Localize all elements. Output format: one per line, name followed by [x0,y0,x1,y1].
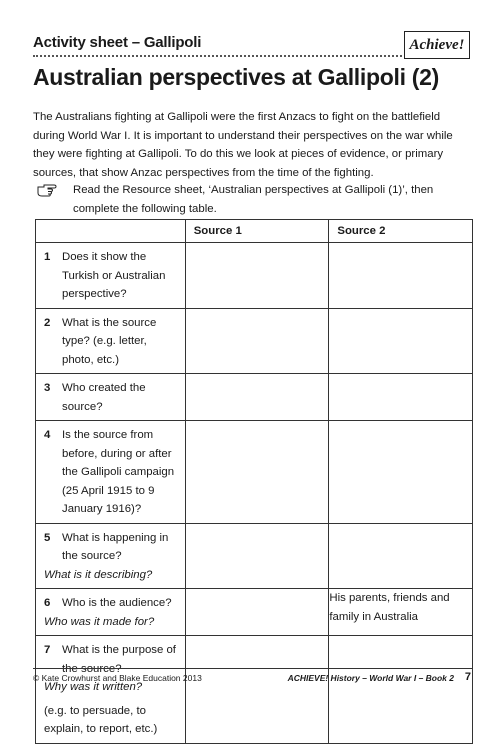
answer-source-2[interactable] [329,523,473,589]
copyright-text: © Kate Crowhurst and Blake Education 2013 [33,673,202,683]
header-source-2: Source 2 [329,220,473,243]
table-row [36,243,473,309]
answer-source-2[interactable] [329,374,473,421]
question-number: 6 [44,597,51,609]
header-cell-blank [36,220,186,243]
table-row [36,374,473,421]
question-number: 7 [44,644,51,656]
table-header-row [36,220,473,243]
activity-sheet-label: Activity sheet – Gallipoli [33,34,202,51]
question-hint: Who was it made for? [44,615,155,628]
question-cell [36,421,186,524]
table-row [36,636,473,744]
question-cell [36,374,186,421]
question-text: Who is the audience? [62,597,172,609]
answer-source-2[interactable] [329,421,473,524]
question-cell [36,243,186,309]
footer-divider [33,668,473,669]
header-dotted-divider [33,55,406,57]
answer-source-2[interactable] [329,636,473,744]
question-number: 5 [44,531,51,544]
question-number: 3 [44,382,51,394]
instruction-text: Read the Resource sheet, ‘Australian perspectives at Gallipoli (1)’, then complete the following table. [73,184,434,215]
question-text: What is the purpose of the source? [62,644,176,675]
table-row [36,589,473,636]
table-row [36,421,473,524]
intro-paragraph: The Australians fighting at Gallipoli were the first Anzacs to fight on the battlefield during World War I. It is important to understand their perspectives on the war while they were fighting at Gallipoli. To do this we look at pieces of evidence, or primary sources, that show Anzac perspectives from the time of the fighting. [33,111,453,179]
answer-source-1[interactable] [185,523,329,589]
pointing-hand-icon [37,183,57,197]
header-source-1: Source 1 [185,220,329,243]
table-row [36,523,473,589]
answer-source-2[interactable] [329,308,473,374]
answer-source-1[interactable] [185,421,329,524]
answer-source-2[interactable]: His parents, friends and family in Australia [329,589,473,636]
page-number: 7 [464,671,471,683]
question-text: Does it show the Turkish or Australian perspective? [62,251,166,300]
question-number: 2 [44,316,51,329]
answer-source-1[interactable] [185,374,329,421]
question-text: Is the source from before, during or after the Gallipoli campaign (25 April 1915 to 9 January 1916)? [62,429,175,515]
question-hint: What is it describing? [44,568,153,581]
answer-source-1[interactable] [185,308,329,374]
question-text: What is the source type? (e.g. letter, photo, etc.) [62,316,157,366]
page-title: Australian perspectives at Gallipoli (2) [33,64,439,90]
perspectives-table [35,219,473,744]
series-title: ACHIEVE! History – World War I – Book 2 [287,673,454,683]
question-number: 4 [44,429,51,441]
question-text: What is happening in the source? [62,531,169,562]
question-text: Who created the source? [62,382,146,413]
answer-source-1[interactable] [185,589,329,636]
question-cell [36,523,186,589]
table-row [36,308,473,374]
question-number: 1 [44,251,51,263]
question-hint: Why was it written? [44,681,143,693]
achieve-logo: Achieve! [404,31,470,59]
answer-source-2[interactable] [329,243,473,309]
question-example: (e.g. to persuade, to explain, to report, etc.) [44,704,158,735]
answer-source-1[interactable] [185,243,329,309]
question-cell [36,589,186,636]
question-cell [36,308,186,374]
answer-source-1[interactable] [185,636,329,744]
question-cell [36,636,186,744]
